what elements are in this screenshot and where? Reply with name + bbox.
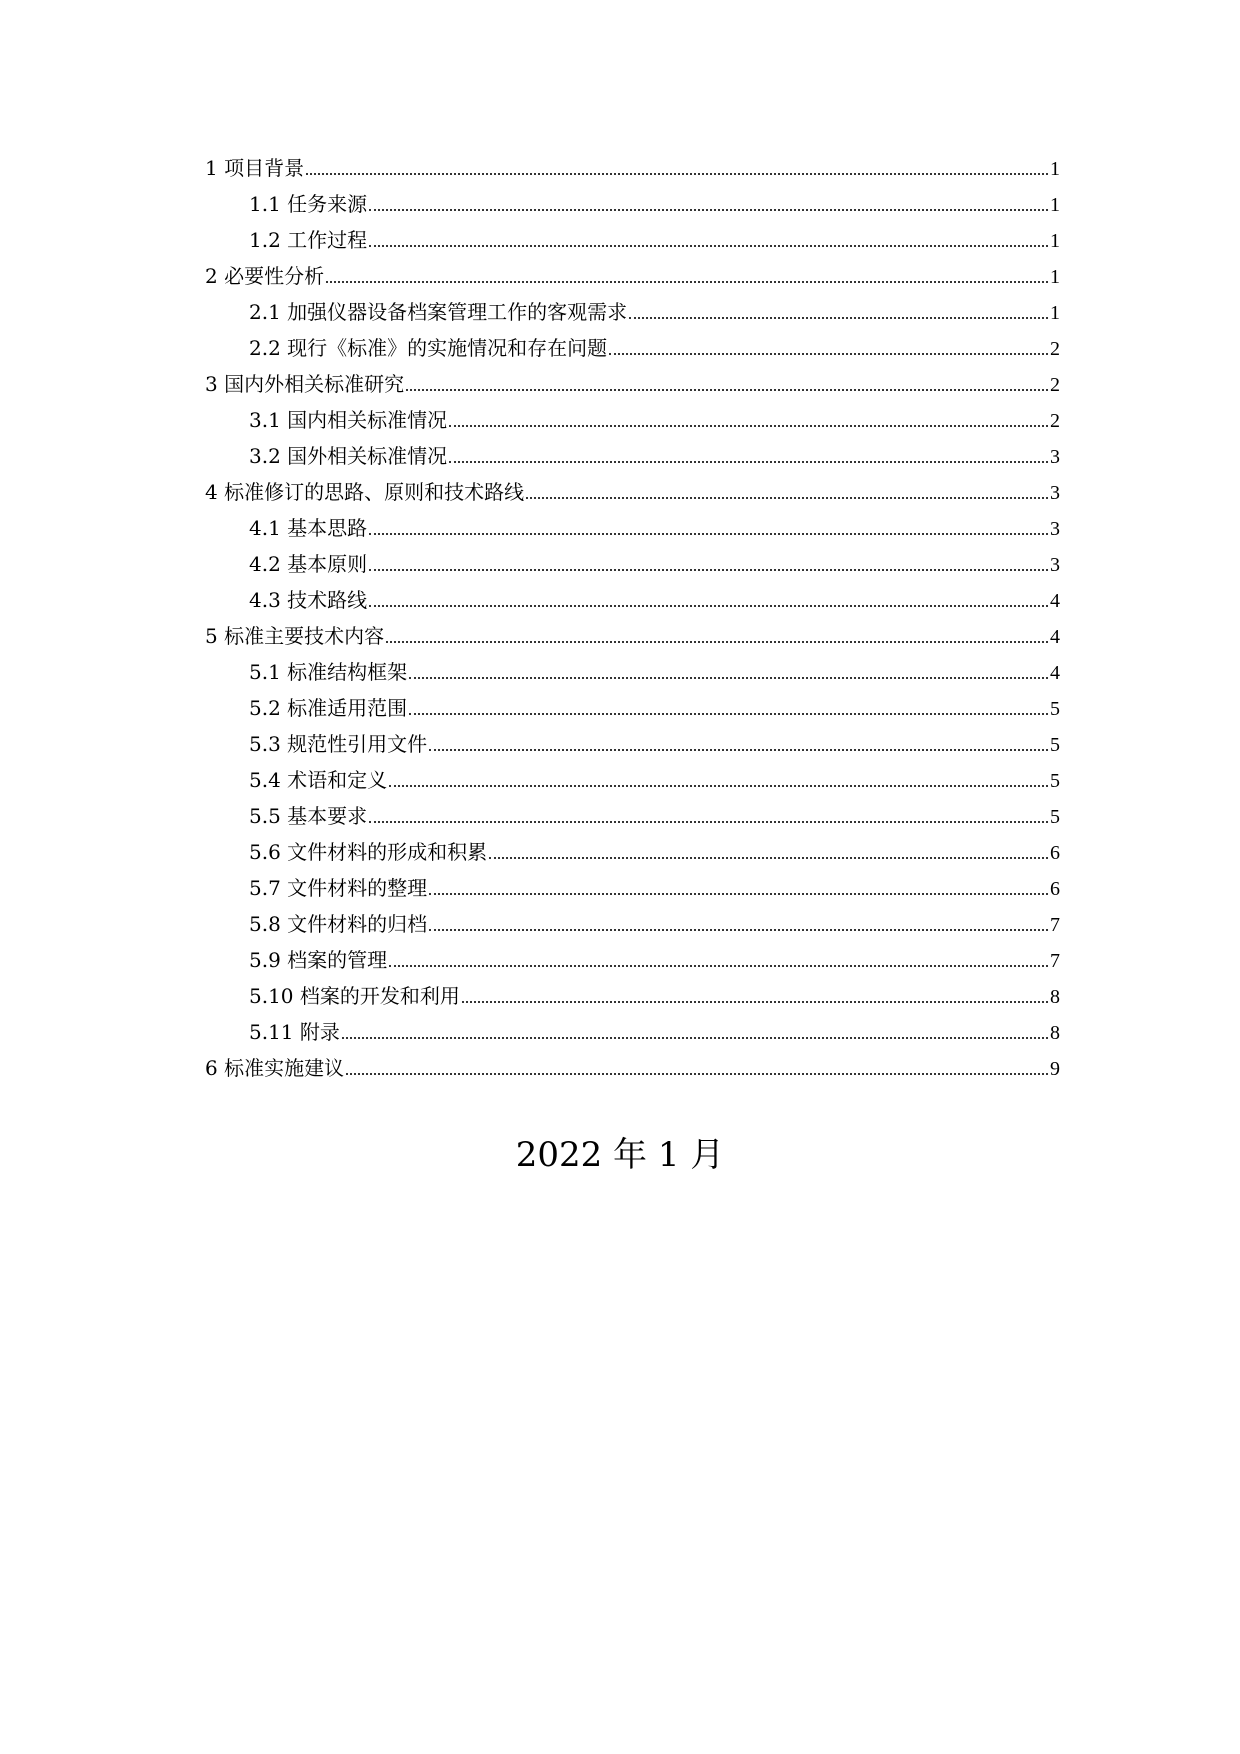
toc-entry[interactable]: [205, 906, 1060, 942]
toc-entry-page-number: 1: [1050, 266, 1060, 288]
toc-entry-page-number: 5: [1050, 698, 1060, 720]
toc-entry[interactable]: [205, 258, 1060, 294]
table-of-contents: [205, 150, 1060, 1086]
toc-entry-label: 5.9 档案的管理: [249, 948, 388, 972]
toc-entry[interactable]: [205, 978, 1060, 1014]
toc-entry[interactable]: [205, 222, 1060, 258]
toc-entry[interactable]: [205, 402, 1060, 438]
toc-entry-page-number: 7: [1050, 950, 1060, 972]
toc-entry[interactable]: [205, 582, 1060, 618]
toc-entry-label: 5.4 术语和定义: [249, 768, 388, 792]
toc-entry[interactable]: [205, 366, 1060, 402]
toc-dot-leader: [389, 785, 1048, 787]
toc-entry-page-number: 3: [1050, 518, 1060, 540]
toc-entry-label: 1.1 任务来源: [249, 192, 368, 216]
toc-entry[interactable]: [205, 1050, 1060, 1086]
toc-entry-page-number: 4: [1050, 662, 1060, 684]
toc-entry-label: 5.6 文件材料的形成和积累: [249, 840, 488, 864]
toc-entry-page-number: 8: [1050, 1022, 1060, 1044]
toc-entry[interactable]: [205, 510, 1060, 546]
document-date: 2022 年 1 月: [515, 1135, 725, 1175]
toc-entry-label: 4 标准修订的思路、原则和技术路线: [205, 480, 525, 504]
toc-entry-label: 4.1 基本思路: [249, 516, 368, 540]
toc-dot-leader: [369, 245, 1048, 247]
toc-dot-leader: [369, 209, 1048, 211]
toc-entry-label: 3.1 国内相关标准情况: [249, 408, 448, 432]
toc-entry-label: 5.5 基本要求: [249, 804, 368, 828]
toc-entry-page-number: 3: [1050, 446, 1060, 468]
toc-entry[interactable]: [205, 474, 1060, 510]
toc-entry-label: 6 标准实施建议: [205, 1056, 345, 1080]
toc-entry-page-number: 2: [1050, 338, 1060, 360]
toc-entry-label: 2.2 现行《标准》的实施情况和存在问题: [249, 336, 608, 360]
toc-dot-leader: [346, 1073, 1048, 1075]
toc-entry-page-number: 1: [1050, 230, 1060, 252]
toc-entry-label: 1.2 工作过程: [249, 228, 368, 252]
toc-entry[interactable]: [205, 546, 1060, 582]
toc-entry[interactable]: [205, 1014, 1060, 1050]
toc-entry[interactable]: [205, 690, 1060, 726]
toc-entry[interactable]: [205, 150, 1060, 186]
toc-dot-leader: [409, 713, 1048, 715]
toc-entry[interactable]: [205, 186, 1060, 222]
toc-dot-leader: [406, 389, 1048, 391]
toc-entry-page-number: 2: [1050, 374, 1060, 396]
toc-entry-label: 2 必要性分析: [205, 264, 325, 288]
toc-dot-leader: [629, 317, 1048, 319]
toc-entry[interactable]: [205, 726, 1060, 762]
toc-entry-page-number: 5: [1050, 734, 1060, 756]
toc-entry-page-number: 1: [1050, 302, 1060, 324]
toc-dot-leader: [326, 281, 1048, 283]
toc-entry[interactable]: [205, 798, 1060, 834]
toc-dot-leader: [369, 821, 1048, 823]
toc-entry-page-number: 6: [1050, 842, 1060, 864]
toc-dot-leader: [429, 893, 1048, 895]
toc-dot-leader: [449, 461, 1048, 463]
toc-entry[interactable]: [205, 618, 1060, 654]
toc-entry-label: 2.1 加强仪器设备档案管理工作的客观需求: [249, 300, 628, 324]
toc-entry-page-number: 3: [1050, 482, 1060, 504]
toc-entry-page-number: 9: [1050, 1058, 1060, 1080]
toc-entry-page-number: 6: [1050, 878, 1060, 900]
toc-entry[interactable]: [205, 330, 1060, 366]
toc-entry-label: 5.7 文件材料的整理: [249, 876, 428, 900]
toc-entry-page-number: 4: [1050, 626, 1060, 648]
toc-entry-label: 3.2 国外相关标准情况: [249, 444, 448, 468]
toc-dot-leader: [369, 533, 1048, 535]
toc-dot-leader: [342, 1037, 1048, 1039]
toc-entry-page-number: 5: [1050, 770, 1060, 792]
toc-dot-leader: [609, 353, 1048, 355]
toc-entry-page-number: 2: [1050, 410, 1060, 432]
toc-entry[interactable]: [205, 654, 1060, 690]
toc-entry-label: 5 标准主要技术内容: [205, 624, 385, 648]
toc-entry-label: 5.3 规范性引用文件: [249, 732, 428, 756]
toc-entry[interactable]: [205, 870, 1060, 906]
toc-entry-label: 3 国内外相关标准研究: [205, 372, 405, 396]
toc-dot-leader: [489, 857, 1048, 859]
toc-dot-leader: [449, 425, 1048, 427]
toc-dot-leader: [306, 173, 1048, 175]
toc-dot-leader: [389, 965, 1048, 967]
toc-dot-leader: [429, 929, 1048, 931]
toc-dot-leader: [429, 749, 1048, 751]
toc-entry-page-number: 3: [1050, 554, 1060, 576]
toc-entry-label: 5.11 附录: [249, 1020, 340, 1044]
toc-entry[interactable]: [205, 942, 1060, 978]
toc-entry[interactable]: [205, 294, 1060, 330]
toc-entry-label: 5.1 标准结构框架: [249, 660, 408, 684]
toc-entry[interactable]: [205, 438, 1060, 474]
toc-entry-label: 4.3 技术路线: [249, 588, 368, 612]
toc-dot-leader: [409, 677, 1048, 679]
toc-entry-label: 5.8 文件材料的归档: [249, 912, 428, 936]
toc-entry-page-number: 5: [1050, 806, 1060, 828]
toc-entry-label: 5.10 档案的开发和利用: [249, 984, 460, 1008]
toc-entry-page-number: 1: [1050, 194, 1060, 216]
toc-entry[interactable]: [205, 762, 1060, 798]
toc-dot-leader: [462, 1001, 1048, 1003]
toc-entry[interactable]: [205, 834, 1060, 870]
toc-entry-page-number: 1: [1050, 158, 1060, 180]
toc-dot-leader: [369, 605, 1048, 607]
toc-entry-label: 4.2 基本原则: [249, 552, 368, 576]
toc-entry-label: 5.2 标准适用范围: [249, 696, 408, 720]
toc-dot-leader: [369, 569, 1048, 571]
toc-dot-leader: [526, 497, 1048, 499]
toc-entry-page-number: 8: [1050, 986, 1060, 1008]
toc-entry-page-number: 7: [1050, 914, 1060, 936]
toc-dot-leader: [386, 641, 1048, 643]
toc-entry-page-number: 4: [1050, 590, 1060, 612]
toc-entry-label: 1 项目背景: [205, 156, 305, 180]
